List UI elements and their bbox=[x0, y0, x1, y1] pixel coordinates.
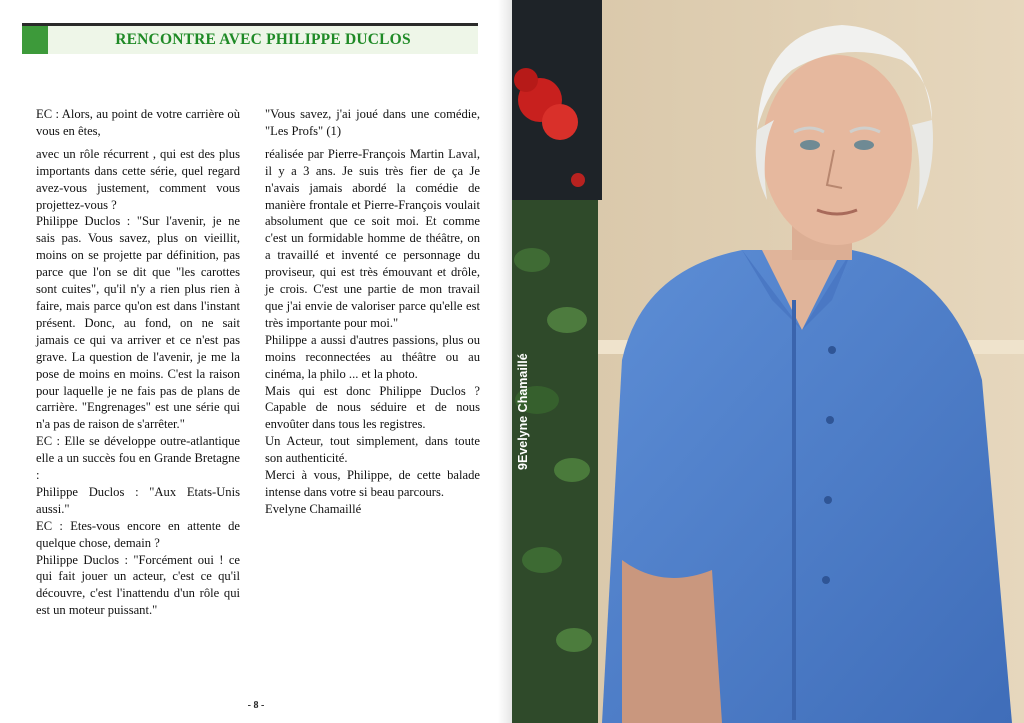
article-title: RENCONTRE AVEC PHILIPPE DUCLOS bbox=[115, 31, 411, 48]
text-column-left bbox=[36, 106, 240, 619]
header-green-block bbox=[22, 26, 48, 54]
portrait-illustration bbox=[512, 0, 1024, 723]
paragraph: "Vous savez, j'ai joué dans une comédie, "Les Profs" (1) bbox=[265, 107, 480, 138]
paragraph: Philippe Duclos : "Sur l'avenir, je ne sais pas. Vous savez, plus on vieillit, moins on se projette par définition, pas parce que l'on se dit que "les carottes sont cuites", qu'il n'y a rien plus rien à faire, mais parce qu'on est dans l'instant présent. Donc, au fond, on ne sait jamais ce qui va arriver et ce n'est pas grave. La question de l'avenir, je me la pose de moins en moins. C'est la raison pour laquelle je ne fais pas de plans de carrière. "Engrenages" est une série qui n'a pas de raison de s'arrêter." bbox=[36, 214, 240, 432]
spine-shadow bbox=[498, 0, 512, 723]
portrait-photo bbox=[512, 0, 1024, 723]
paragraph: Philippe a aussi d'autres passions, plus ou moins reconnectées au théâtre ou au cinéma, la philo ... et la photo. bbox=[265, 332, 480, 381]
paragraph: Philippe Duclos : "Aux Etats-Unis aussi." bbox=[36, 484, 240, 516]
text-column-right bbox=[265, 106, 480, 518]
photo-credit: 9Evelyne Chamaillé bbox=[516, 353, 530, 470]
paragraph: Un Acteur, tout simplement, dans toute son authenticité. bbox=[265, 434, 480, 466]
author-signature: Evelyne Chamaillé bbox=[265, 501, 362, 516]
paragraph: Merci à vous, Philippe, de cette balade intense dans votre si beau parcours. bbox=[265, 468, 480, 499]
paragraph: EC : Elle se développe outre-atlantique elle a un succès fou en Grande Bretagne : bbox=[36, 434, 240, 483]
paragraph: EC : Alors, au point de votre carrière où vous en êtes, bbox=[36, 107, 240, 138]
paragraph: réalisée par Pierre-François Martin Laval, il y a 3 ans. Je suis très fier de ça Je n'avais jamais abordé la comédie de manière frontale et Pierre-François voulait absolument que ce soit moi. Et comme c'est un formidable homme de théâtre, on a travaillé et inventé ce personnage du proviseur, qui est très émouvant et drôle, je crois. C'est une partie de mon travail que j'ai envie de valoriser parce qu'elle est très importante pour moi." bbox=[265, 146, 480, 330]
article-header bbox=[22, 23, 478, 54]
paragraph: EC : Etes-vous encore en attente de quelque chose, demain ? bbox=[36, 518, 240, 550]
paragraph: avec un rôle récurrent , qui est des plus importants dans cette série, quel regard avez-vous justement, comment vous projettez-vous ? bbox=[36, 146, 240, 212]
paragraph: Mais qui est donc Philippe Duclos ? Capable de nous séduire et de nous envoûter dans tous les registres. bbox=[265, 383, 480, 432]
page-number: - 8 - bbox=[247, 700, 265, 711]
paragraph: Philippe Duclos : "Forcément oui ! ce qui fait jouer un acteur, c'est ce qu'il découvre, c'est l'inattendu d'un rôle qui est un moteur puissant." bbox=[36, 552, 240, 618]
